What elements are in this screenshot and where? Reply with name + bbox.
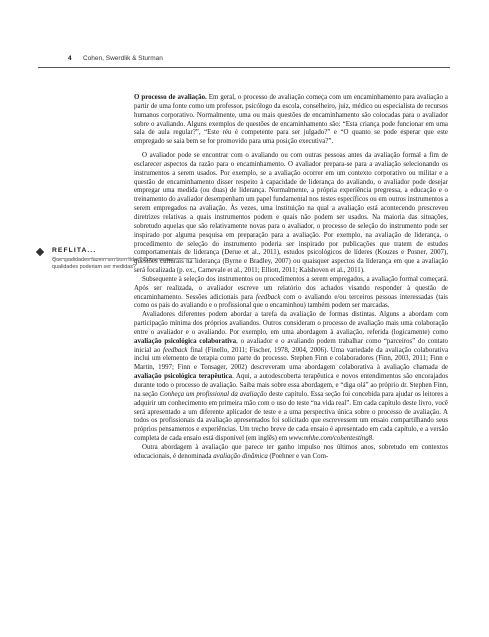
- reflect-title: REFLITA...: [52, 247, 97, 254]
- paragraph-text: O avaliador pode se encontrar com o avaliando ou com outras pessoas antes da avaliação formal a fim de esclarecer aspectos da razão para o encaminhamento. O avaliador prepara-se para a avaliação selecionando os instrumentos a serem usados. Por exemplo, se a avaliação ocorrer em um contexto corporativo ou militar e a questão de encaminhamento disser respeito à capacidade de liderança do avaliando, o avaliador pode desejar empregar uma medida (ou duas) de liderança. Normalmente, a própria experiência pregressa, a educação e o treinamento do avaliador desempenham um papel fundamental nos testes específicos ou em outros instrumentos a serem empregados na avaliação. Às vezes, uma instituição na qual a avaliação está acontecendo prescreveu diretrizes relativas a quais instrumentos podem e quais não podem ser usados. Na maioria das situações, sobretudo aquelas que são relativamente novas para o avaliador, o processo de seleção do instrumento pode ser inspirado por alguma pesquisa em preparação para a avaliação. Por exemplo, na avaliação de liderança, o procedimento de seleção do instrumento poderia ser inspirado por publicações que tratem de estudos comportamentais de liderança (Derue et al., 2011), estudos psicológicos de líderes (Kouzes e Posner, 2007), questões culturais na liderança (Byrne e Bradley, 2007) ou quaisquer aspectos da liderança em que a avaliação será focalizada (p. ex., Carnevale et al., 2011; Elliott, 2011; Kalshoven et al., 2011).: [134, 152, 448, 275]
- paragraph-text: com o avaliando e/ou terceiros pessoas interessadas (tais como os pais do avaliando e o profissional que o encaminhou) também podem ser marcadas.: [134, 293, 448, 310]
- paragraph-text: Em geral, o processo de avaliação começa com um encaminhamento para avaliação a partir de uma fonte como um professor, psicólogo da escola, conselheiro, juiz, médico ou especialista de recursos humanos corporativo. Normalmente, uma ou mais questões de encaminhamento são colocadas para o avaliador sobre o avaliando. Alguns exemplos de questões de encaminhamento são: “Esta criança pode funcionar em uma sala de aula regular?”, “Este réu é competente para ser julgado?” e “O quanto se pode esperar que este empregado se saia bem se for promovido para uma posição executiva?”.: [134, 94, 448, 146]
- reflect-question: Que qualidades fazem um bom líder? Como essas qualidades poderiam ser medidas?: [52, 257, 174, 270]
- paragraph-collaborative-assessment: [134, 311, 448, 444]
- paragraph-text: Avaliadores diferentes podem abordar a tarefa da avaliação de formas distintas. Alguns a abordam com participação mínima dos próprios avaliandos. Outros consideram o processo de avaliação mais uma colaboração entre o avaliador e o avaliando. Por exemplo, em uma abordagem à avaliação, referida (logicamente) como: [134, 311, 448, 336]
- running-head: Cohen, Swerdlik & Sturman: [83, 55, 163, 62]
- paragraph-text: (Poehner e van Com-: [267, 452, 329, 460]
- paragraph-formal-assessment: [134, 276, 448, 311]
- paragraph-text: . Aqui, a autodescoberta terapêutica e novos entendimentos são encorajados durante todo o processo de avaliação. Saiba mais sobre essa abordagem, e “diga olá” ao próprio dr. Stephen Finn, na seção: [134, 373, 448, 398]
- paragraph-preparation: [134, 152, 448, 276]
- key-term: avaliação psicológica colaborativa: [134, 337, 237, 345]
- key-term: avaliação psicológica terapêutica: [134, 373, 233, 381]
- paragraph-text: Outra abordagem à avaliação que parece ter ganho impulso nos últimos anos, sobretudo em contextos educacionais, é denominada: [134, 443, 448, 460]
- paragraph-assessment-process: [134, 94, 448, 147]
- paragraph-text: Subsequente à seleção dos instrumentos ou procedimentos a serem empregados, a avaliação formal começará. Após ser realizada, o avaliador escreve um relatório dos achados visando responder à questão de encaminhamento. Sessões adicionais para: [134, 275, 448, 301]
- page-number: 4: [68, 55, 72, 62]
- section-heading: O processo de avaliação.: [134, 94, 207, 101]
- paragraph-text: final (Finello, 2011; Fischer, 1978, 2004, 2006). Uma variedade da avaliação colaborativa inclui um elemento de terapia como parte do processo. Stephen Finn e colaboradores (Finn, 2003, 2011; Finn e Martin, 1997; Finn e Tonsager, 2002) descreveram uma abordagem colaborativa à avaliação chamada de: [134, 346, 448, 372]
- body-text: [134, 94, 448, 462]
- page-header: [38, 52, 450, 68]
- paragraph-text: .: [372, 435, 374, 443]
- paragraph-text: deste capítulo. Essa seção foi concebida para ajudar os leitores a adquirir um conhecimento em primeira mão com o uso do teste “na vida real”. Em cada capítulo deste livro, você será apresentado a um diferente aplicador de teste e a uma perspectiva única sobre o processo de avaliação. A todos os profissionais da avaliação apresentados foi solicitado que escrevessem um ensaio compartilhando seus próprios pensamentos e experiências. Um trecho breve de cada ensaio é apresentado em cada capítulo, e a versão completa de cada ensaio está disponível (em inglês) em: [134, 390, 448, 443]
- diamond-icon: [36, 248, 44, 256]
- italic-term: feedback: [163, 346, 188, 354]
- italic-term: avaliação dinâmica: [213, 452, 268, 460]
- italic-term: feedback: [255, 293, 281, 301]
- italic-term: Conheça um profissional da avaliação: [159, 390, 267, 398]
- paragraph-dynamic-assessment: [134, 444, 448, 462]
- paragraph-text: , o avaliador e o avaliando podem trabalhar como “parceiros” do contato inicial ao: [134, 337, 448, 354]
- url-text: www.mhhe.com/cohentesting8: [288, 435, 373, 443]
- header-rule: [38, 67, 450, 68]
